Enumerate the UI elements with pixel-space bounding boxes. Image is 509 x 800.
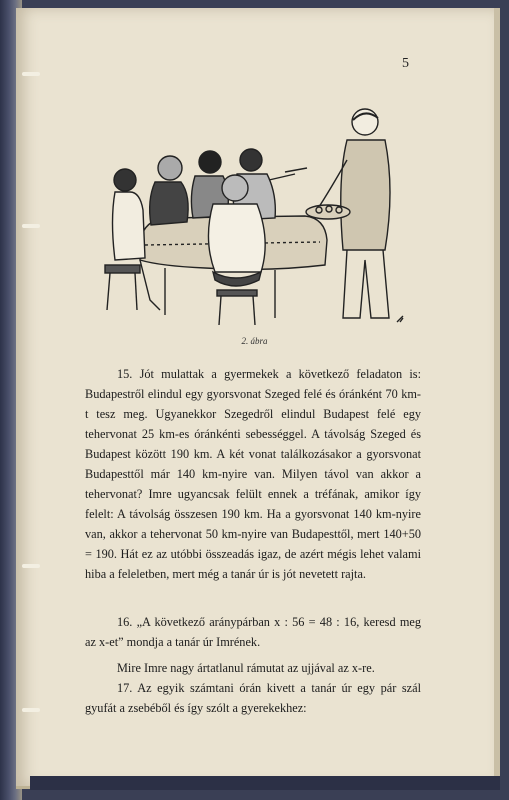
- problem-15-text: [85, 364, 421, 584]
- binding-stitch: [22, 708, 40, 712]
- binding-stitch: [22, 72, 40, 76]
- problem-16-text: [85, 612, 421, 678]
- problem-17-paragraph: 17. Az egyik számtani órán kivett a tanár úr egy pár szál gyufát a zsebéből és így szólt a gyerekekhez:: [85, 681, 421, 715]
- problem-17-text: [85, 678, 421, 718]
- binding-stitch: [22, 224, 40, 228]
- cover-edge: [30, 776, 500, 790]
- problem-15-paragraph: 15. Jót mulattak a gyermekek a következő feladaton is: Budapestről elindul egy gyorsvonat Szeged felé és óránként 70 km-t tesz meg. Ugyanekkor Szegedről elindul Budapest felé egy tehervonat 25 km-es óránkénti sebességgel. A távolság Szeged és Budapest között 190 km. A két vonat találkozásakor a gyorsvonat Budapesttől már 140 km-nyire van. Milyen távol van akkor a tehervonat? Imre ugyancsak felült ennek a tréfának, amikor így felelt: A távolság összesen 190 km. Ha a gyorsvonat 140 km-nyire van, akkor a tehervonat 50 km-nyire van Budapesttől, mert 140+50 = 190. Hát ez az utóbbi összeadás igaz, de azért mégis lehet valami hiba a feleletben, mert még a tanár úr is jót nevetett rajta.: [85, 367, 421, 581]
- page-number: 5: [402, 56, 409, 71]
- problem-16-paragraph: 16. „A következő aránypárban x : 56 = 48 : 16, keresd meg az x-et” mondja a tanár úr Imrének.: [85, 615, 421, 649]
- classroom-illustration: [85, 100, 415, 330]
- figure-caption: 2. ábra: [241, 336, 268, 346]
- binding-stitch: [22, 564, 40, 568]
- problem-16-followup: Mire Imre nagy ártatlanul rámutat az ujjával az x-re.: [117, 661, 375, 675]
